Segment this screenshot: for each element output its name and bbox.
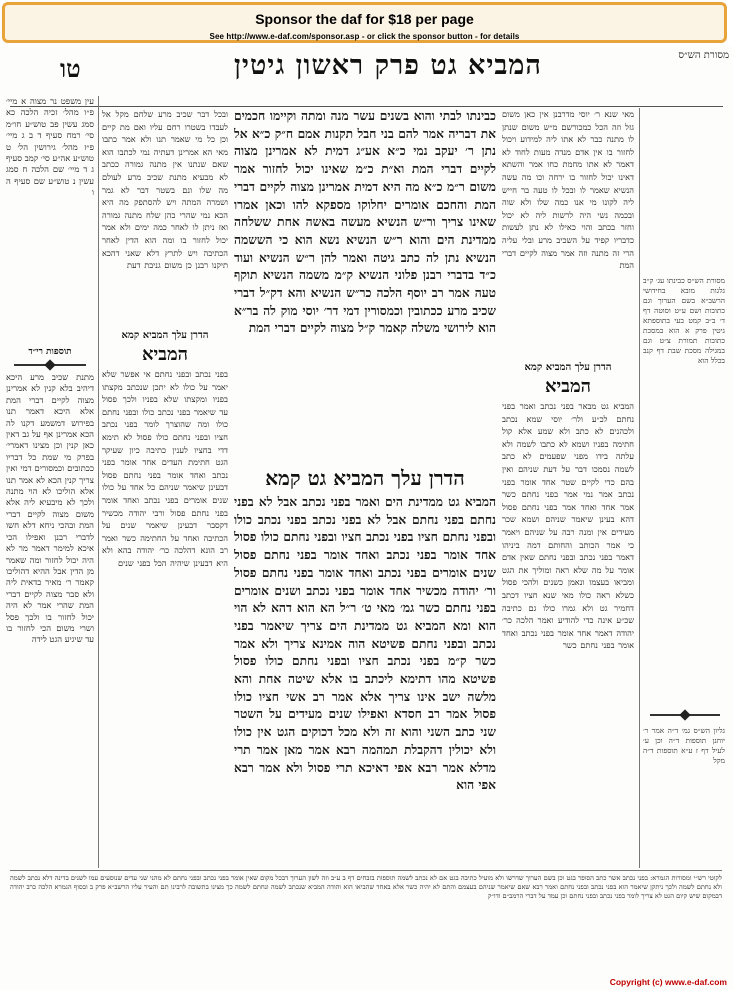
sponsor-banner-title[interactable]: Sponsor the daf for $18 per page [255,11,474,27]
tosafot-rid-column: מתנת שכיב מרע היכא דיהיב בלא קנין לא אמרינן מצוה לקיים דברי המת אלא היכא דאמר תנו בפירוש דמשמע דקנו לה הכא אמרינן אף על גב דאין כאן קנין וכן מצינו דאמרי׳ בפרק מי שמת כל דבריו ככתובים וכמסורים דמי ואין צריך קנין הכא לא אמר תנו אלא הוליכו לא הוי מתנה ולכך לא מיבעיא ליה אלא משום מצוה לקיים דברי המת ובהכי ניחא דלא חשו לדברי רבנן ואפילו הכי איכא למימר דאמר מר לא היה יכול לחזור ומה שאמר מן הדין אבל ההיא דהוליכו קאמר ר׳ מאיר כדאית ליה ולא סבר מצוה לקיים דברי המת שהרי אמר לא היה יכול לחזור בו ולכך פסל ושרי משום הכי לחזור בו עד שיגיע הגט לידה [6,372,94,645]
masoret-hashas-label: מסורת הש״ס [678,50,729,61]
rashi-column-lower: המביא גט מבאר בפני נכתב ואמר בפני נחתם לכ״ע ולר׳ יוסי שמא נכתב ולכהנים לא כתב ולא שמע אלא קול חתימה בפניו ושמא לא כתבו לשמה ולא עלתה בידו מפני שפעמים לא כתב לשמה נסמכו דבר על דעת שניהם ואין בהם כדי לקיים שטר אחד אומר בפני נכתב אמר נמי אמר בפני נחתם כשר אמר אחד ואחד אמר בפני נחתם פסול דהא בעינן שיאמר שניהם ושמא שכר מעידים אין ומנה רבה על שניהם ויאמר כי אמר הכותב והחותם דמה ביניהו דאמר בפני נכתב ובפני נחתם שאין אדם אומר על מה שלא ראה ומוליך את הגט ומביאו בעצמו ונאמן כשנים ולהכי פסול כשלא ראה כולו מאי שנא חציו דכתב דחמיר גט ולא גמרו כולו גם כתיבה שכ״ע אינה כדי להודיע ואמר הלכה כר׳ יהודה דאמר אחד אומר בפני נכתב ואחד אומר בפני נחתם כשר [502,401,634,651]
chapter-end-rashi: הדרן עלך המביא קמא [524,362,612,373]
next-chapter-word-rashi: המביא [545,376,591,397]
next-chapter-word-tosafot: המביא [142,344,188,365]
sponsor-banner-subtitle[interactable]: See http://www.e-daf.com/sponsor.asp - or click the sponsor button - for details [209,32,520,41]
header-rule [10,106,723,107]
copyright-notice: Copyright (c) www.e-daf.com [609,977,727,987]
tosafot-rid-heading: תוספות רי״ד [28,347,72,357]
rashi-column-top: מאי שנא ר׳ יוסי מדרבנן אין כאן משום גזל וזה הכל כמכורשם מ״ש משום שנתן לו מתנה כבר לא אתו ליה למידוע ויכול לחזור בו אין אדם מנדה מעות לחוד לא דאמר לא אתו מחמת כחו אמר והשתא דאינו יכול לחזור בו ירחה וכו מה עשה הנשיא שאמר לו ובכל לו טעה בר חייש ליה לקונו מי אנו כמה שלו ולא שוה ובכמה נשי היה לרשות ליה לא יכול וחזר בכתב והוי כאילו לא נתן לעשות כדבריו קפיד על השכיב מרע ובלי עליה הרי זה מתנה וזה אמר מצוה לקיים דברי המת [502,109,634,271]
gemara-main-text-top: כבינתו לבתי והוא בשנים עשר מנה ומתה וקיימו חכמים את דבריה אמר להם בני חבל תקנות אמם ח״ק כ״א אל נתן ר׳ יעקב נמי כ״א אע״ג דמית לא אמרינן מצוה לקיים דברי המת וא״ת כ״מ שאינו יכול לחזור אמר משום ר״מ כ״א מה היא דמית אמרינן מצוה לקיים דברי המת והחכם אומרים יחלוקו מספקא להו וכאן אמרו שאינו צריך ור״ש הנשיא מעשה באשה אחת ששלחה ממדינת הים והוא ר״ש הנשיא נשא הוא כי הששמה הנשיא נתן לה כתב גיטה ואמר להן ר״ש הנשיא ועוד כ״ד בדברי רבנן פלוני הנשיא ק״מ משמה הנשיא תוקף טעה אמר רב יוסף הלכה כר״ש הנשיא והא דק״ל דברי שכיב מרע ככתובין וכמסורין דמי דר׳ יוסי מוק לה בר״א הוא לירושי משלה קאמר ק״ל מצוה לקיים דברי המת [234,109,496,336]
section-divider [14,364,86,366]
right-margin-notes: מסורת הש״ס כבינתו עג׳ ק״ב גלגות מובא בחידושי הרשב״א בשם הערוך וגם כתובות ושם ע״ט וסוטה דף ד׳ ב״ב קמט בעי בתוספתא גיטין פרק א הוא במסכת כתובות תמורת צ״ט וגם במגילה מסכת שבת דף קנב בכלל הוא [643,276,725,365]
footnote-block: לקוטי רש״י ומסורות הגמרא: בפני נכתב אשר כתב הסופר בגט וכן בשם הערוך שדרשו ולא מועיל כתיבה בגט אם לא נכתב לשמה תוספות בזבחים דף ב ע״ב וזה לשון הערוך דבכל מקום שאין אומר בפני נכתב ובפני נחתם לא מהני שני עדים שנוסעים עמו לשנים בדינה דלא נכתב לשמה ולא נחתם לשמה ולכך ניתקן שיאמר הוא בפני נכתב ובפני נחתם ואמר רבא שאם שיאמר שניהם בעצמם והתם לא יהיה כשר אלא באחד שהביאו הוא והודה המביא שנכתב לשמה ונחתם לשמה כך מצינו בתשובה לרבינו תם והעיר עליו הרשב״א פרק ב ובסוף הגמרא הלכה כרב יהודה דבמקום שיש קיום הגט לא צריך לומר בפני נכתב ובפני נחתם וכן עמד על דברי הרמב״ם ודו״ק [10,874,722,901]
folio-number: טו [60,54,81,83]
ein-mishpat-column: עין משפט נר מצוה א מיי׳ פ״ו מהל׳ זכיה הלכה כא סמג עשין פב טוש״ע חו״מ סי׳ רמח סעיף ד ב ג מיי׳ פ״ז מהל׳ גירושין הל׳ ט טוש״ע אה״ע סי׳ קמב סעיף ג ד מיי׳ שם הלכה ח סמג עשין נ טוש״ע שם סעיף ה ו [6,96,94,198]
gemara-main-text-lower: המביא גט ממדינת הים ואמר בפני נכתב אבל לא בפני נחתם בפני נחתם אבל לא בפני נכתב בפני נכתב כולו ובפני נחתם חציו בפני נכתב חציו ובפני נחתם כולו פסול אחד אומר בפני נכתב ואחד אומר בפני נחתם פסול שנים אומרים בפני נכתב ואחד אומר בפני נחתם פסול ור׳ יהודה מכשיר אחד אומר בפני נכתב ושנים אומרים בפני נחתם כשר גמ׳ מאי ט׳ ר״ל הא הוא דהא לא הוי הוא ומא המביא גט ממדינת הים צריך שיאמר בפני נכתב ובפני נחתם פשיטא הוה אמינא צריך ולא אמר כשר ק״מ בפני נכתב חציו ובפני נחתם כולו פסול פשיטא מהו דתימא ליכתב בו אלא שיטה אחת והא מלשה ישב אינו צריך אלא אמר רב אשי חציו כולו פסול אמר רב חסדא ואפילו שנים מעידים על השטר שני כתב השני והוא זה ולא מכל דכוקים הגט אין כולו ולא יכולין דהקבלת תמהמה רבא אמר מאן אמר תרי מדלא אמר רבא אפי דאיכא תרי פסול ולא אמר רבא אפי הוא [234,495,496,793]
gilyon-hashas-notes: גליון הש״ס גמ׳ ד״ה אמר ר׳ יוחנן תוספות ד״ה וכן ע׳ לעיל דף ז ע״א תוספות ד״ה מקל [643,726,725,765]
column-rule [98,96,99,868]
column-rule [639,108,640,868]
tosafot-column-lower: בפני נכתב ובפני נחתם אי אפשר שלא יאמר על כולו לא יתכן שנכתב מקצתו בפניו ומקצתו שלא בפניו ולכך פסול עד שיאמר בפני נכתב כולו ובפני נחתם כולו ומה שהוצרך לומר בפני נכתב חציו ובפני נחתם כולו פסול לא תימא דדי בחציו לענין כתיבה כיון שעיקר הגט חתימת העדים אחד אומר בפני נכתב ואחד אומר בפני נחתם פסול דבעינן שיאמר שניהם כל אחד על כולו שנים אומרים בפני נכתב ואחד אומר בפני נחתם פסול ורבי יהודה מכשיר דקסבר דבעינן שיאמר שנים על הכתיבה ואחד על החתימה כשר ואמר רב הונא דהלכה כר׳ יהודה בהא ולא היא דבעינן שיהיה הכל בפני שנים [102,369,228,568]
sponsor-banner[interactable] [2,2,727,43]
running-title: המביא גט פרק ראשון גיטין [234,50,542,81]
page-header [60,48,672,100]
margin-divider [650,714,720,716]
talmud-page-scan [0,46,733,990]
mishnah-chapter-end-heading: הדרן עלך המביא גט קמא [265,466,465,490]
chapter-end-tosafot: הדרן עלך המביא קמא [121,330,209,341]
tosafot-column-top: ובכל דבר שכיב מרע שלחם מקל אל לעבדו בשטרו רחם עליו ואם מת קיים וכן כל מי שאמר תנו ולא אמר כתבו מאי הא אמרינן דעתיה נמי לכתבו הוא שאם שנתנו אין מתנה גמורה ככתב לא מבעיא מתנת שכיב מרע לעולם מה שלו ונם בשטר דבר לא גמר ושמרה המתה ויש להסתפק מה היא הכא נמי שהרי כהן שלח מתנה גמורה ואז ניתן לו לאחר כמה ימים ולא אמר יכול לחזור בו ומה הוא הדין לאחר הכתיבה ויש לתרץ דלא שאני דהכא תיקנו רבנן כן משום גניבת דעת [102,109,228,271]
footnote-rule [10,870,722,871]
